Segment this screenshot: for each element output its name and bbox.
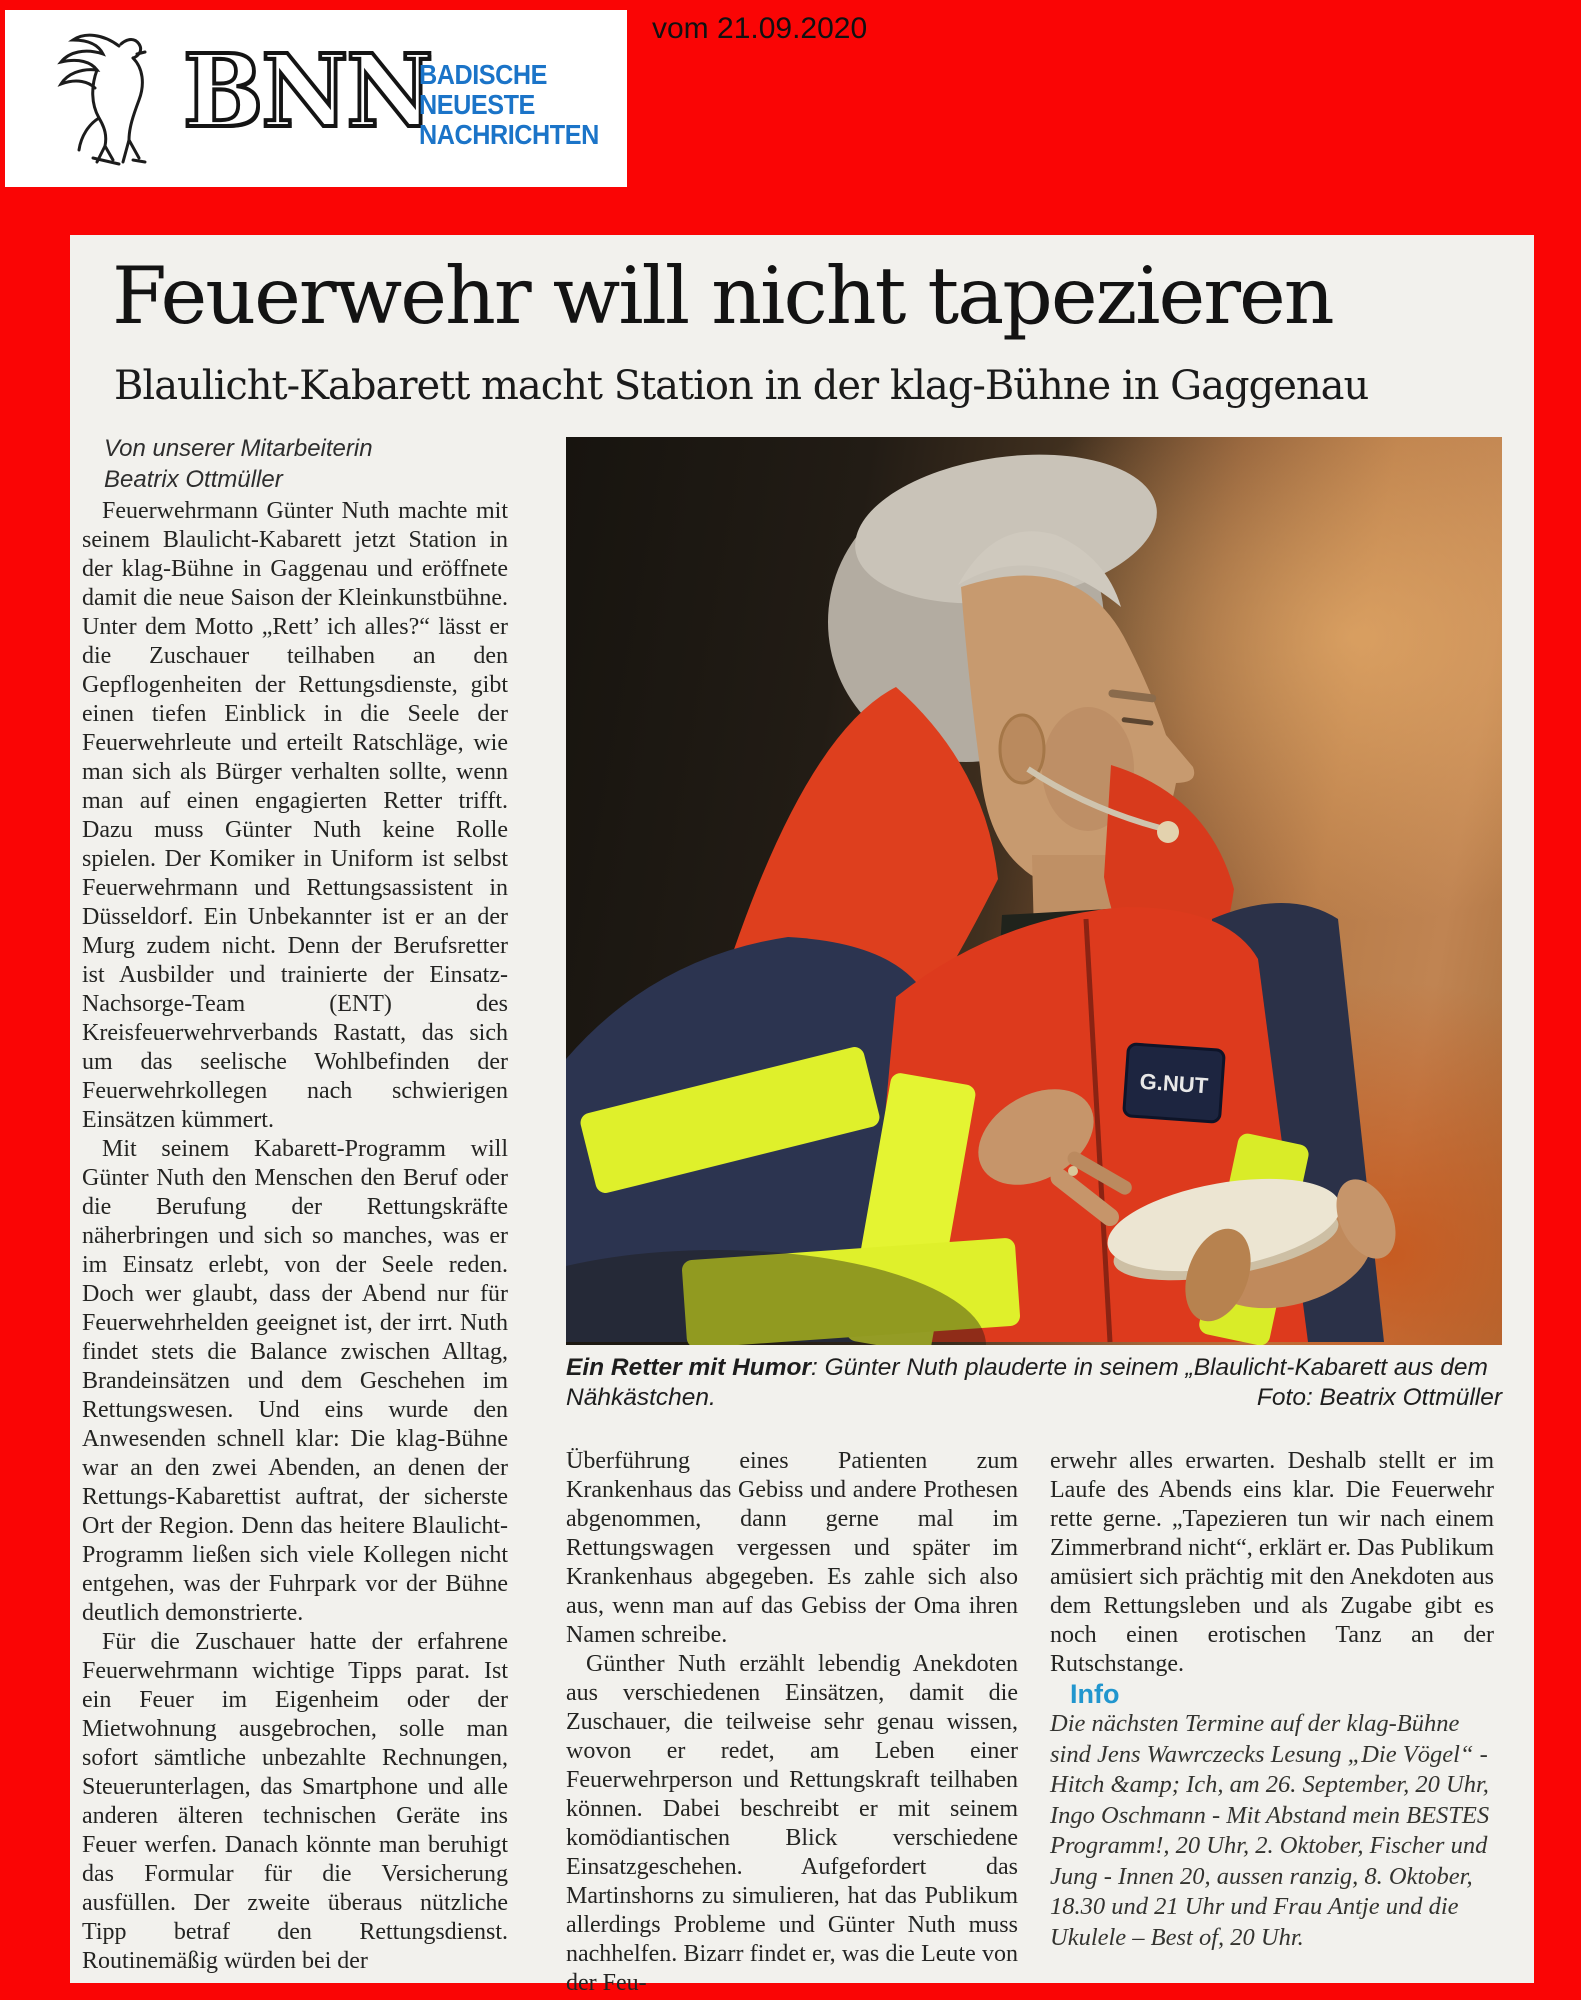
tagline-line-1: BADISCHE — [419, 59, 548, 90]
bnn-wordmark: BNN — [183, 32, 432, 150]
info-text: Die nächsten Termine auf der klag-Bühne sind Jens Wawrczecks Lesung „Die Vögel“ - Hitch &amp; Ich, am 26. September, 20 Uhr, Ingo Oschmann - Mit Abstand mein BESTES Programm!, 20 Uhr, 2. Oktober, Fischer und Jung - Innen 20, aussen ranzig, 8. Oktober, 18.30 und 21 Uhr und Frau Antje und die Ukulele – Best of, 20 Uhr. — [1050, 1710, 1490, 1951]
bnn-logo-box — [5, 10, 627, 187]
photo-caption — [566, 1353, 1502, 1413]
paragraph: erwehr alles erwarten. Deshalb stellt er im Laufe des Abends eins klar. Die Feuerwehr rette gerne. „Tapezieren tun wir nach einem Zimmerbrand nicht“, erklärt er. Das Publikum amüsiert sich prächtig mit den Anekdoten aus dem Rettungsleben und als Zugabe gibt es noch einen erotischen Tanz an der Rutschstange. — [1050, 1448, 1494, 1677]
article-paper — [70, 235, 1534, 1996]
bnn-griffin-icon — [33, 24, 183, 174]
byline-role: Von unserer Mitarbeiterin — [104, 435, 373, 462]
photo-illustration — [566, 437, 1502, 1345]
bnn-tagline — [419, 60, 599, 150]
publication-date: vom 21.09.2020 — [652, 12, 868, 45]
jacket-name-badge: G.NUT — [1138, 1068, 1209, 1099]
photo-credit: Foto: Beatrix Ottmüller — [1256, 1384, 1502, 1411]
article-photo — [566, 437, 1502, 1345]
tagline-line-2: NEUESTE — [419, 89, 535, 120]
paragraph: Feuerwehrmann Günter Nuth machte mit seinem Blaulicht-Kabarett jetzt Station in der klag-Bühne in Gaggenau und eröffnete damit die neue Saison der Kleinkunstbühne. Unter dem Motto „Rett’ ich alles?“ lässt er die Zuschauer teilhaben an den Gepflogenheiten der Rettungsdienste, gibt einen tiefen Einblick in die Seele der Feuerwehrleute und erteilt Ratschläge, wie man sich als Bürger verhalten sollte, wenn man auf einen engagierten Retter trifft. Dazu muss Günter Nuth keine Rolle spielen. Der Komiker in Uniform ist selbst Feuerwehrmann und Rettungsassistent in Düsseldorf. Ein Unbekannter ist er an der Murg zudem nicht. Denn der Berufsretter ist Ausbilder und trainierte der Einsatz-Nachsorge-Team (ENT) des Kreisfeuerwehrverbands Rastatt, das sich um das seelische Wohlbefinden der Feuerwehrkollegen nach schwierigen Einsätzen kümmert. — [82, 498, 508, 1133]
tagline-line-3: NACHRICHTEN — [419, 119, 599, 150]
article-subheadline: Blaulicht-Kabarett macht Station in der klag-Bühne in Gaggenau — [114, 363, 1369, 409]
article-column-middle — [566, 1447, 1018, 1998]
article-byline — [104, 433, 373, 495]
caption-text: : Günter Nuth plauderte in seinem „Blaulicht-Kabarett aus dem Nähkästchen. — [566, 1354, 1488, 1411]
paragraph: Für die Zuschauer hatte der erfahrene Feuerwehrmann wichtige Tipps parat. Ist ein Feuer im Eigenheim oder der Mietwohnung ausgebrochen, solle man sofort sämtliche unbezahlte Rechnungen, Steuerunterlagen, das Smartphone und alle anderen älteren technischen Geräte ins Feuer werfen. Danach könnte man beruhigt das Formular für die Versicherung ausfüllen. Der zweite überaus nützliche Tipp betraf den Rettungsdienst. Routinemäßig würden bei der — [82, 1629, 508, 1974]
paragraph: Überführung eines Patienten zum Krankenhaus das Gebiss und andere Prothesen abgenommen, dann gerne mal im Rettungswagen vergessen und später im Krankenhaus abgegeben. Es zahle sich also aus, wenn man auf das Gebiss der Oma ihren Namen schreibe. — [566, 1448, 1018, 1648]
article-headline: Feuerwehr will nicht tapezieren — [112, 250, 1333, 342]
byline-author: Beatrix Ottmüller — [104, 466, 283, 493]
article-column-right — [1050, 1447, 1494, 1953]
paragraph: Günther Nuth erzählt lebendig Anekdoten aus verschiedenen Einsätzen, damit die Zuschauer, die teilweise sehr genau wissen, wovon er redet, am Leben einer Feuerwehrperson und Rettungskraft teilhaben können. Dabei beschreibt er mit seinem komödiantischen Blick verschiedene Einsatzgeschehen. Aufgefordert das Martinshorns zu simulieren, hat das Publikum allerdings Probleme und Günter Nuth muss nachhelfen. Bizarr findet er, was die Leute von der Feu- — [566, 1651, 1018, 1996]
info-heading: Info — [1070, 1679, 1120, 1709]
article-column-left — [82, 497, 508, 1976]
paragraph: Mit seinem Kabarett-Programm will Günter Nuth den Menschen den Beruf oder die Berufung der Rettungskräfte näherbringen und sich so manches, was er im Einsatz erlebt, von der Seele reden. Doch wer glaubt, dass der Abend nur für Feuerwehrhelden geeignet ist, der irrt. Nuth findet stets die Balance zwischen Alltag, Brandeinsätzen und dem Geschehen im Rettungswesen. Und eins wurde den Anwesenden schnell klar: Die klag-Bühne war an den zwei Abenden, an denen der Rettungs-Kabarettist auftrat, der sicherste Ort der Region. Denn das heitere Blaulicht-Programm ließen sich viele Kollegen nicht entgehen, was der Fuhrpark vor der Bühne deutlich demonstrierte. — [82, 1136, 508, 1626]
caption-lead: Ein Retter mit Humor — [566, 1354, 812, 1381]
